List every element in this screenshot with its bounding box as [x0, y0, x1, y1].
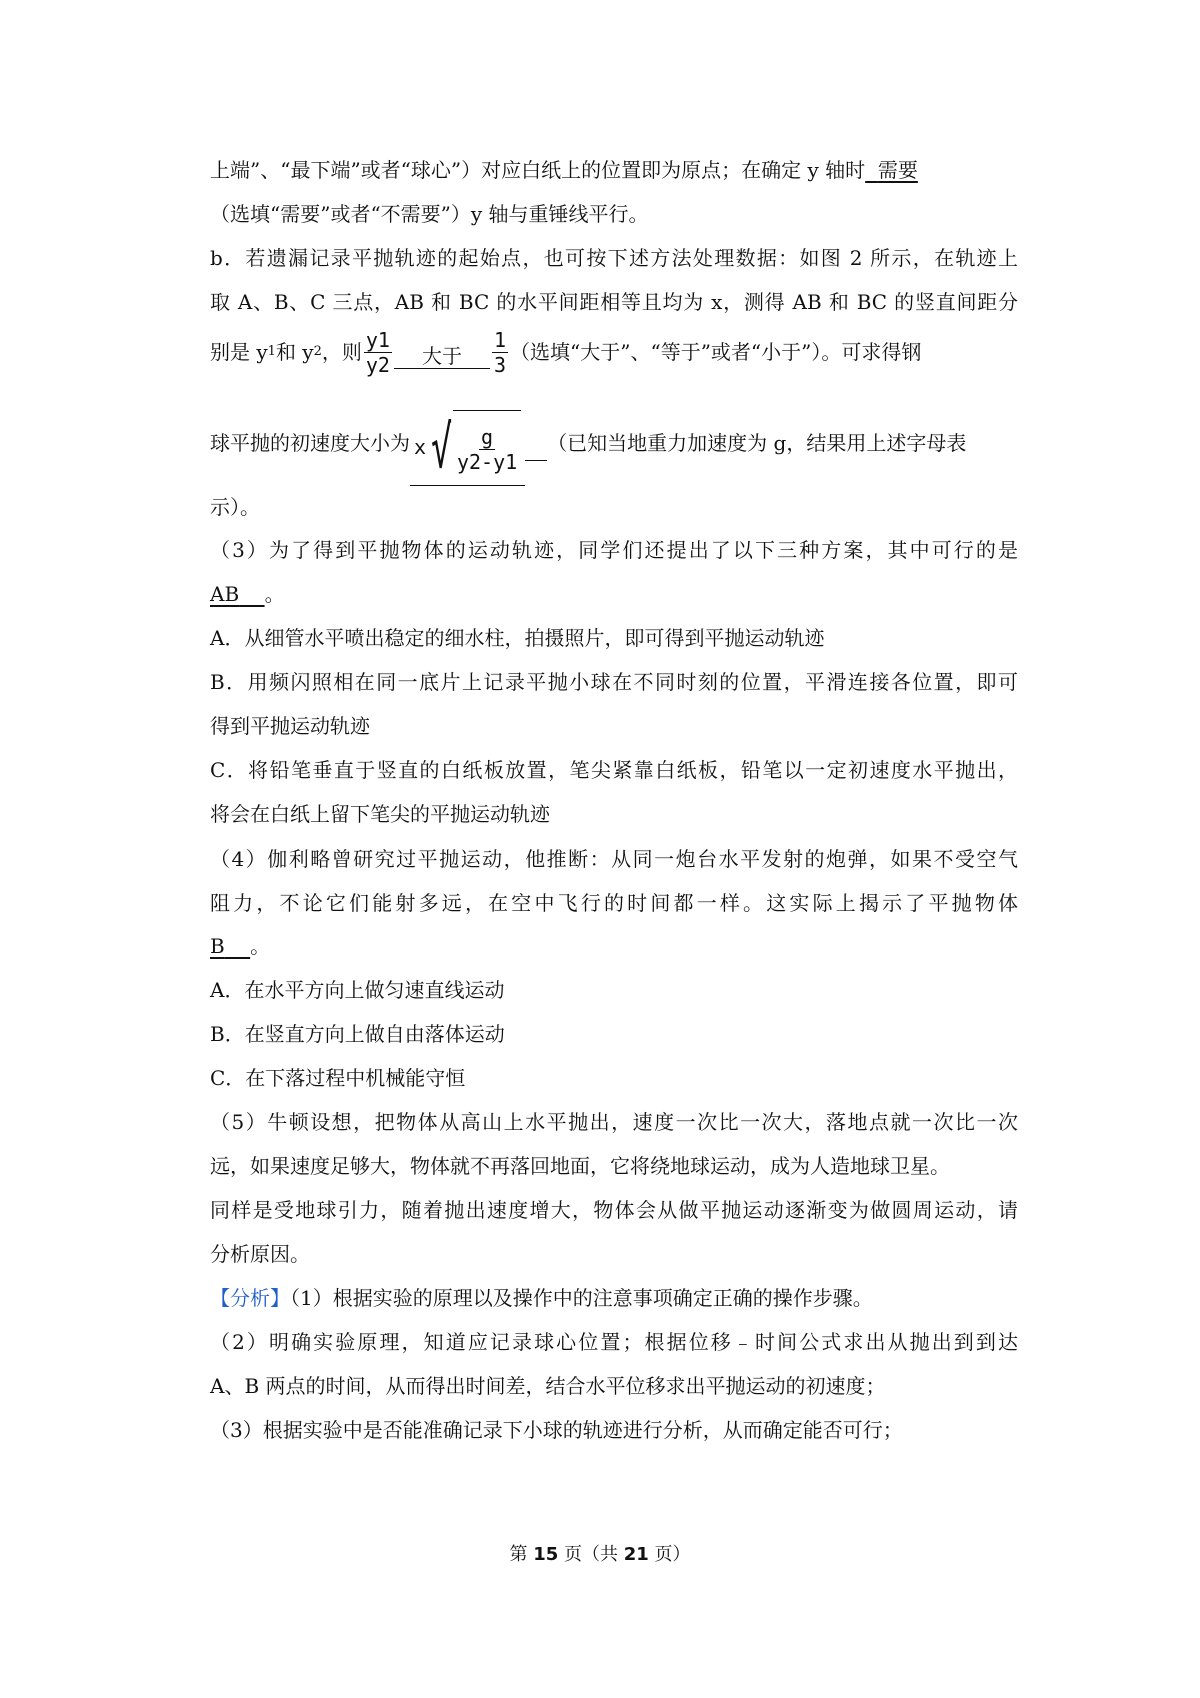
answer-blank: AB [210, 582, 240, 606]
text-line [210, 156, 918, 184]
option-c-cont: 将会在白纸上留下笔尖的平抛运动轨迹 [210, 802, 550, 826]
text-line: 取 A、B、C 三点，AB 和 BC 的水平间距相等且均为 x，测得 AB 和 BC 的竖直间距分 [210, 290, 1018, 314]
one-third-fraction: $\frac{1}{3}$ [493, 327, 507, 377]
text-line: A、B 两点的时间，从而得出时间差，结合水平位移求出平抛运动的初速度； [210, 1374, 886, 1398]
text-line-ratio: 别是 y 1 和 y 2 ，则 $\frac{y1}{y2}$ 大于 $\frac{1}{3}$ （选填“大于”、“等于”或者“小于”）。可求得钢 [210, 327, 922, 377]
text-line: （4）伽利略曾研究过平抛运动，他推断：从同一炮台水平发射的炮弹，如果不受空气 [210, 847, 1018, 871]
text-line: 阻力，不论它们能射多远，在空中飞行的时间都一样。这实际上揭示了平抛物体 [210, 891, 1018, 915]
option-b: B．用频闪照相在同一底片上记录平抛小球在不同时刻的位置，平滑连接各位置，即可 [210, 670, 1018, 694]
text-line-velocity: 球平抛的初速度大小为 x √ $\frac{g}{y2-y1}$ （已知当地重力加速度为 g，结果用上述字母表 [210, 408, 966, 478]
text-line: （选填“需要”或者“不需要”）y 轴与重锤线平行。 [210, 202, 649, 226]
sqrt-formula: √ $\frac{g}{y2-y1}$ [426, 410, 521, 483]
answer-blank: x √ $\frac{g}{y2-y1}$ [410, 410, 525, 486]
analysis-tag: 【分析】 [210, 1286, 290, 1310]
text-line: （2）明确实验原理，知道应记录球心位置；根据位移﹣时间公式求出从抛出到到达 [210, 1330, 1018, 1354]
text-line: （5）牛顿设想，把物体从高山上水平抛出，速度一次比一次大，落地点就一次比一次 [210, 1110, 1018, 1134]
answer-blank: B [210, 934, 225, 958]
answer-blank: 需要 [877, 158, 918, 182]
page-number: 15 [533, 1544, 559, 1565]
text-line: AB 。 [210, 582, 285, 606]
option-c: C．在下落过程中机械能守恒 [210, 1066, 466, 1090]
option-c: C．将铅笔垂直于竖直的白纸板放置，笔尖紧靠白纸板，铅笔以一定初速度水平抛出， [210, 758, 1018, 782]
option-a: A．从细管水平喷出稳定的细水柱，拍摄照片，即可得到平抛运动轨迹 [210, 626, 825, 650]
text-line: B 。 [210, 934, 271, 958]
ratio-fraction: $\frac{y1}{y2}$ [365, 327, 390, 377]
option-b-cont: 得到平抛运动轨迹 [210, 714, 370, 738]
text: 上端”、“最下端”或者“球心”）对应白纸上的位置即为原点；在确定 y 轴时 [210, 158, 866, 182]
text-line: 远，如果速度足够大，物体就不再落回地面，它将绕地球运动，成为人造地球卫星。 [210, 1154, 950, 1178]
text-line: 同样是受地球引力，随着抛出速度增大，物体会从做平抛运动逐渐变为做圆周运动，请 [210, 1198, 1018, 1222]
page-total: 21 [623, 1544, 649, 1565]
option-a: A．在水平方向上做匀速直线运动 [210, 978, 505, 1002]
answer-blank: 大于 [394, 344, 490, 369]
option-b: B．在竖直方向上做自由落体运动 [210, 1022, 505, 1046]
text-line: 分析原因。 [210, 1242, 310, 1266]
text-line: b．若遗漏记录平抛轨迹的起始点，也可按下述方法处理数据：如图 2 所示，在轨迹上 [210, 246, 1018, 270]
text-line: （3）根据实验中是否能准确记录下小球的轨迹进行分析，从而确定能否可行； [210, 1418, 903, 1442]
text-line: 示）。 [210, 495, 260, 519]
page-footer: 第 15 页（共 21 页） [509, 1544, 691, 1565]
text-line: （3）为了得到平抛物体的运动轨迹，同学们还提出了以下三种方案，其中可行的是 [210, 538, 1018, 562]
analysis-line: 【分析】（1）根据实验的原理以及操作中的注意事项确定正确的操作步骤。 [210, 1286, 873, 1310]
